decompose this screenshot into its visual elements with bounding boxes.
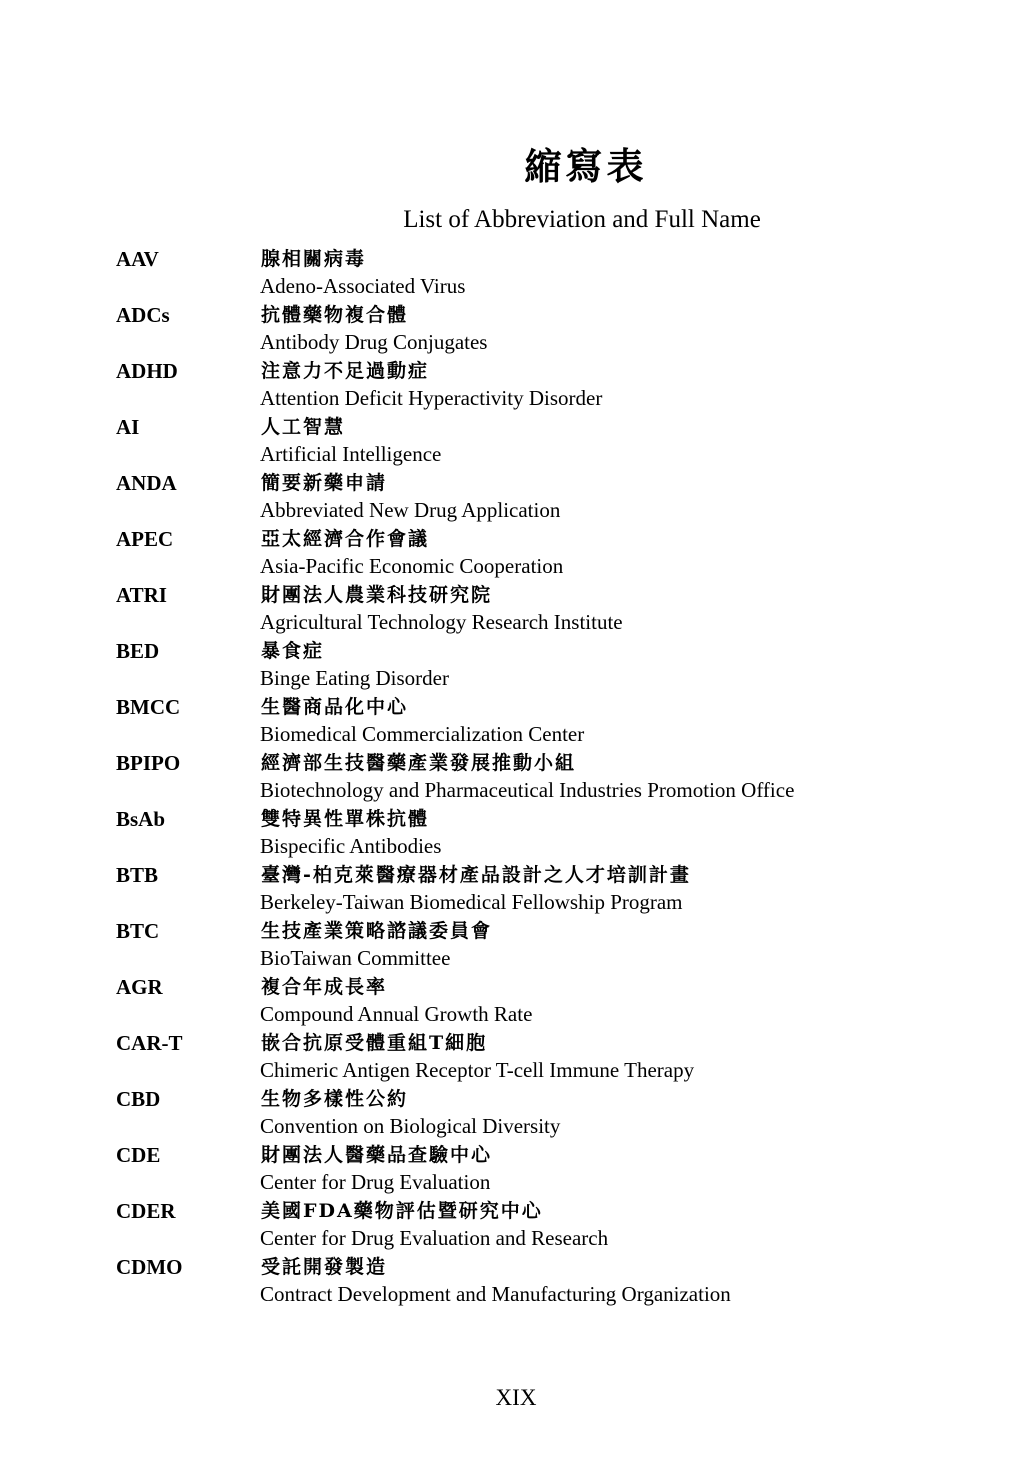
chinese-full-name: 雙特異性單株抗體	[261, 808, 430, 830]
english-full-name: BioTaiwan Committee	[260, 946, 451, 970]
chinese-full-name: 人工智慧	[261, 416, 346, 438]
chinese-full-name: 生物多樣性公約	[261, 1088, 409, 1110]
chinese-full-name: 臺灣-柏克萊醫療器材產品設計之人才培訓計畫	[261, 864, 691, 886]
abbreviation-entry	[116, 412, 996, 468]
abbreviation-term: CDMO	[116, 1255, 183, 1279]
abbreviation-term: CDE	[116, 1143, 161, 1167]
abbreviation-term: APEC	[116, 527, 174, 551]
abbreviation-term: CAR-T	[116, 1031, 183, 1055]
abbreviation-term: BMCC	[116, 695, 181, 719]
english-full-name: Adeno-Associated Virus	[260, 274, 466, 298]
chinese-full-name: 簡要新藥申請	[261, 472, 388, 494]
abbreviation-term: ADCs	[116, 303, 170, 327]
abbreviation-term: AAV	[116, 247, 159, 271]
abbreviation-entry	[116, 804, 996, 860]
english-full-name: Chimeric Antigen Receptor T-cell Immune Therapy	[260, 1058, 695, 1082]
english-full-name: Biotechnology and Pharmaceutical Industries Promotion Office	[260, 778, 795, 802]
english-full-name: Asia-Pacific Economic Cooperation	[260, 554, 564, 578]
abbreviation-term: ANDA	[116, 471, 177, 495]
abbreviation-entry	[116, 244, 996, 300]
abbreviation-term: CBD	[116, 1087, 161, 1111]
chinese-full-name: 財團法人農業科技研究院	[261, 584, 493, 606]
page-subtitle: List of Abbreviation and Full Name	[403, 206, 761, 233]
english-full-name: Binge Eating Disorder	[260, 666, 449, 690]
chinese-full-name: 嵌合抗原受體重組T細胞	[261, 1032, 488, 1054]
abbreviation-entry	[116, 1028, 996, 1084]
abbreviation-entry	[116, 356, 996, 412]
english-full-name: Contract Development and Manufacturing Organization	[260, 1282, 731, 1306]
abbreviation-term: ADHD	[116, 359, 178, 383]
abbreviation-entry	[116, 1252, 996, 1308]
abbreviation-entry	[116, 524, 996, 580]
abbreviation-term: CDER	[116, 1199, 176, 1223]
english-full-name: Antibody Drug Conjugates	[260, 330, 488, 354]
chinese-full-name: 亞太經濟合作會議	[261, 528, 430, 550]
abbreviation-term: ATRI	[116, 583, 167, 607]
chinese-full-name: 抗體藥物複合體	[261, 304, 409, 326]
english-full-name: Abbreviated New Drug Application	[260, 498, 561, 522]
abbreviation-term: AI	[116, 415, 140, 439]
abbreviation-entry	[116, 916, 996, 972]
abbreviation-term: AGR	[116, 975, 163, 999]
chinese-full-name: 生技產業策略諮議委員會	[261, 920, 493, 942]
page-number: XIX	[495, 1385, 537, 1410]
abbreviation-term: BPIPO	[116, 751, 181, 775]
abbreviation-entry	[116, 580, 996, 636]
english-full-name: Berkeley-Taiwan Biomedical Fellowship Program	[260, 890, 683, 914]
english-full-name: Center for Drug Evaluation	[260, 1170, 491, 1194]
english-full-name: Artificial Intelligence	[260, 442, 442, 466]
english-full-name: Center for Drug Evaluation and Research	[260, 1226, 609, 1250]
chinese-full-name: 暴食症	[261, 640, 325, 662]
abbreviation-list	[116, 244, 996, 1308]
english-full-name: Attention Deficit Hyperactivity Disorder	[260, 386, 603, 410]
abbreviation-term: BsAb	[116, 807, 166, 831]
chinese-full-name: 經濟部生技醫藥產業發展推動小組	[261, 752, 577, 774]
english-full-name: Biomedical Commercialization Center	[260, 722, 585, 746]
abbreviation-entry	[116, 468, 996, 524]
abbreviation-entry	[116, 636, 996, 692]
chinese-full-name: 財團法人醫藥品查驗中心	[261, 1144, 493, 1166]
english-full-name: Bispecific Antibodies	[260, 834, 442, 858]
page-title: 縮寫表	[524, 144, 648, 188]
chinese-full-name: 腺相關病毒	[261, 248, 367, 270]
chinese-full-name: 注意力不足過動症	[261, 360, 430, 382]
chinese-full-name: 受託開發製造	[261, 1256, 388, 1278]
abbreviation-entry	[116, 692, 996, 748]
abbreviation-entry	[116, 748, 996, 804]
english-full-name: Agricultural Technology Research Institute	[260, 610, 623, 634]
chinese-full-name: 複合年成長率	[261, 976, 388, 998]
abbreviation-entry	[116, 972, 996, 1028]
english-full-name: Convention on Biological Diversity	[260, 1114, 561, 1138]
abbreviation-term: BTB	[116, 863, 159, 887]
abbreviation-entry	[116, 300, 996, 356]
abbreviation-term: BTC	[116, 919, 160, 943]
abbreviation-term: BED	[116, 639, 160, 663]
english-full-name: Compound Annual Growth Rate	[260, 1002, 533, 1026]
chinese-full-name: 生醫商品化中心	[261, 696, 409, 718]
abbreviation-entry	[116, 860, 996, 916]
abbreviation-entry	[116, 1196, 996, 1252]
abbreviation-entry	[116, 1084, 996, 1140]
abbreviation-entry	[116, 1140, 996, 1196]
chinese-full-name: 美國FDA藥物評估暨研究中心	[261, 1200, 543, 1222]
